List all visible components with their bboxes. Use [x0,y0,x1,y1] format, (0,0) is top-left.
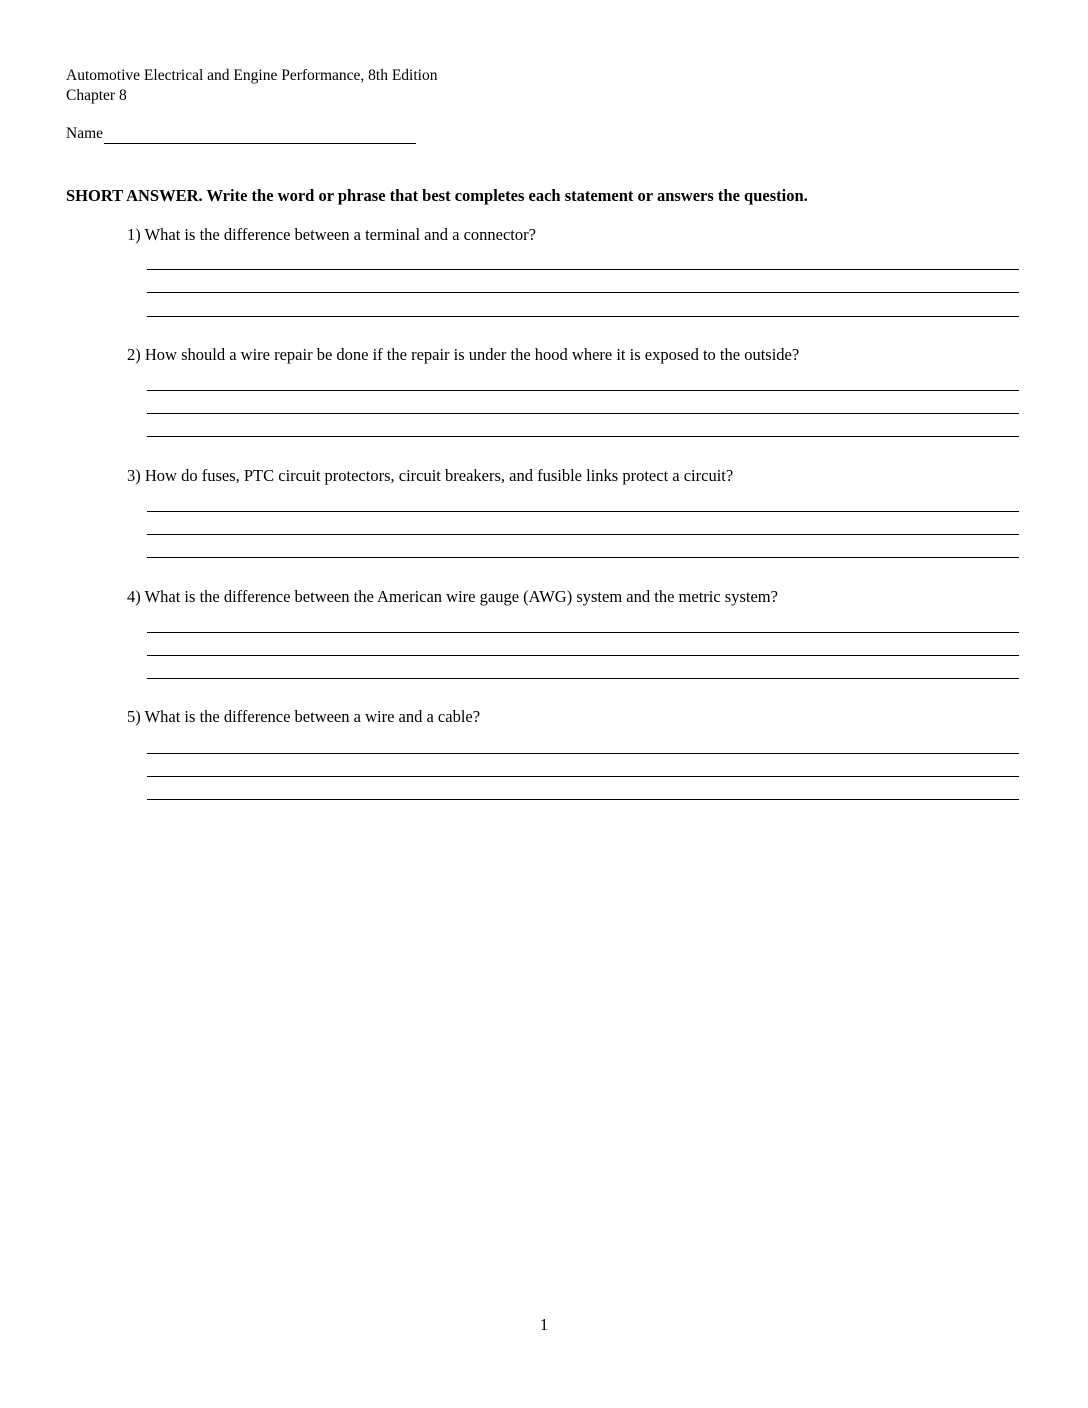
answer-line[interactable] [147,776,1019,777]
answer-line[interactable] [147,436,1019,437]
question-1 [127,224,536,246]
question-number: 3) [127,466,141,485]
answer-line[interactable] [147,632,1019,633]
answer-line[interactable] [147,534,1019,535]
question-number: 4) [127,587,141,606]
answer-line[interactable] [147,413,1019,414]
question-number: 2) [127,345,141,364]
question-5 [127,706,480,728]
chapter-label: Chapter 8 [66,87,127,104]
answer-line[interactable] [147,678,1019,679]
question-4 [127,586,778,608]
question-text: What is the difference between a terminal and a connector? [144,225,536,244]
section-instructions: SHORT ANSWER. Write the word or phrase that best completes each statement or answers the question. [66,186,808,205]
answer-line[interactable] [147,316,1019,317]
question-2 [127,344,799,366]
name-field [66,124,416,144]
name-blank-line[interactable] [104,126,416,144]
answer-line[interactable] [147,511,1019,512]
question-number: 1) [127,225,141,244]
question-text: What is the difference between a wire and a cable? [144,707,481,726]
name-label: Name [66,125,104,142]
question-number: 5) [127,707,141,726]
answer-line[interactable] [147,753,1019,754]
answer-line[interactable] [147,292,1019,293]
answer-line[interactable] [147,390,1019,391]
question-text: What is the difference between the American wire gauge (AWG) system and the metric system? [144,587,778,606]
page-number: 1 [539,1315,549,1334]
answer-line[interactable] [147,799,1019,800]
question-text: How do fuses, PTC circuit protectors, circuit breakers, and fusible links protect a circuit? [144,466,734,485]
question-text: How should a wire repair be done if the repair is under the hood where it is exposed to the outside? [144,345,800,364]
answer-line[interactable] [147,557,1019,558]
question-3 [127,465,733,487]
book-title: Automotive Electrical and Engine Performance, 8th Edition [66,67,438,84]
answer-line[interactable] [147,655,1019,656]
answer-line[interactable] [147,269,1019,270]
